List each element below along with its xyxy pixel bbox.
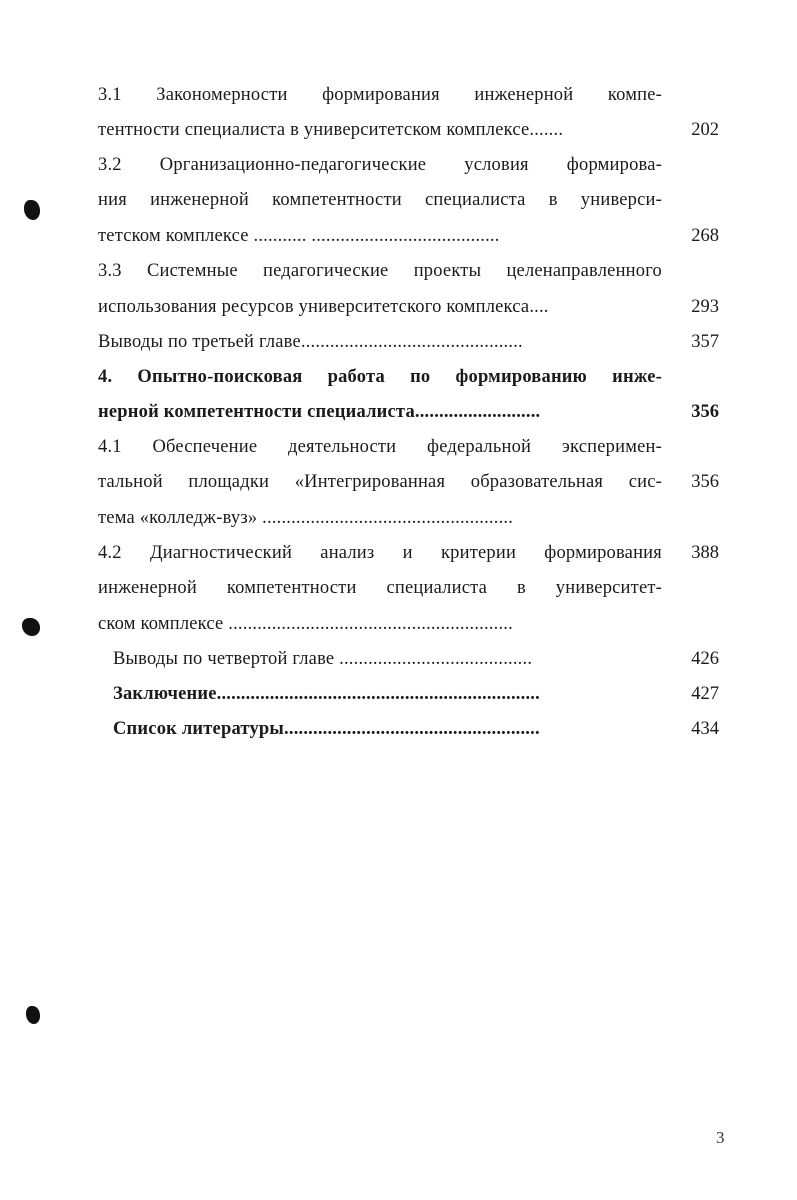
scan-blot-2 — [22, 618, 40, 636]
toc-line: тема «колледж-вуз» .................................................... — [98, 508, 514, 528]
toc-page-number: 293 — [691, 297, 719, 317]
page-number: 3 — [716, 1128, 725, 1147]
toc-line: 3.2 Организационно-педагогические условия формирова- — [98, 155, 662, 175]
toc-page-number: 388 — [691, 543, 719, 563]
toc-page-number: 202 — [691, 120, 719, 140]
toc-line: Список литературы..................................................... — [113, 719, 540, 739]
toc-line: тетском комплексе ........... ....................................... — [98, 226, 500, 246]
toc-page-number: 357 — [691, 332, 719, 352]
toc-line: Выводы по четвертой главе ........................................ — [113, 649, 533, 669]
toc-line: ния инженерной компетентности специалиста в универси- — [98, 190, 662, 210]
toc-page-number: 426 — [691, 649, 719, 669]
toc-line: 3.3 Системные педагогические проекты целенаправленного — [98, 261, 662, 281]
toc-line: использования ресурсов университетского комплекса.... — [98, 297, 549, 317]
toc-line: 4.1 Обеспечение деятельности федеральной эксперимен- — [98, 437, 662, 457]
toc-line: Заключение................................................................... — [113, 684, 540, 704]
toc-line: инженерной компетентности специалиста в университет- — [98, 578, 662, 598]
toc-line: ском комплексе ........................................................... — [98, 614, 513, 634]
toc-line: 4. Опытно-поисковая работа по формированию инже- — [98, 367, 662, 387]
toc-line: тальной площадки «Интегрированная образовательная сис- — [98, 472, 662, 492]
toc-page-number: 356 — [691, 472, 719, 492]
toc-line: Выводы по третьей главе.............................................. — [98, 332, 523, 352]
toc-page-number: 356 — [691, 402, 719, 422]
toc-line: 4.2 Диагностический анализ и критерии формирования — [98, 543, 662, 563]
toc-page-number: 268 — [691, 226, 719, 246]
toc-line: нерной компетентности специалиста.......................... — [98, 402, 541, 422]
toc-line: тентности специалиста в университетском комплексе....... — [98, 120, 564, 140]
toc-line: 3.1 Закономерности формирования инженерной компе- — [98, 85, 662, 105]
scan-blot-1 — [24, 200, 40, 220]
toc-page-number: 434 — [691, 719, 719, 739]
toc-page-number: 427 — [691, 684, 719, 704]
scan-blot-3 — [26, 1006, 40, 1024]
